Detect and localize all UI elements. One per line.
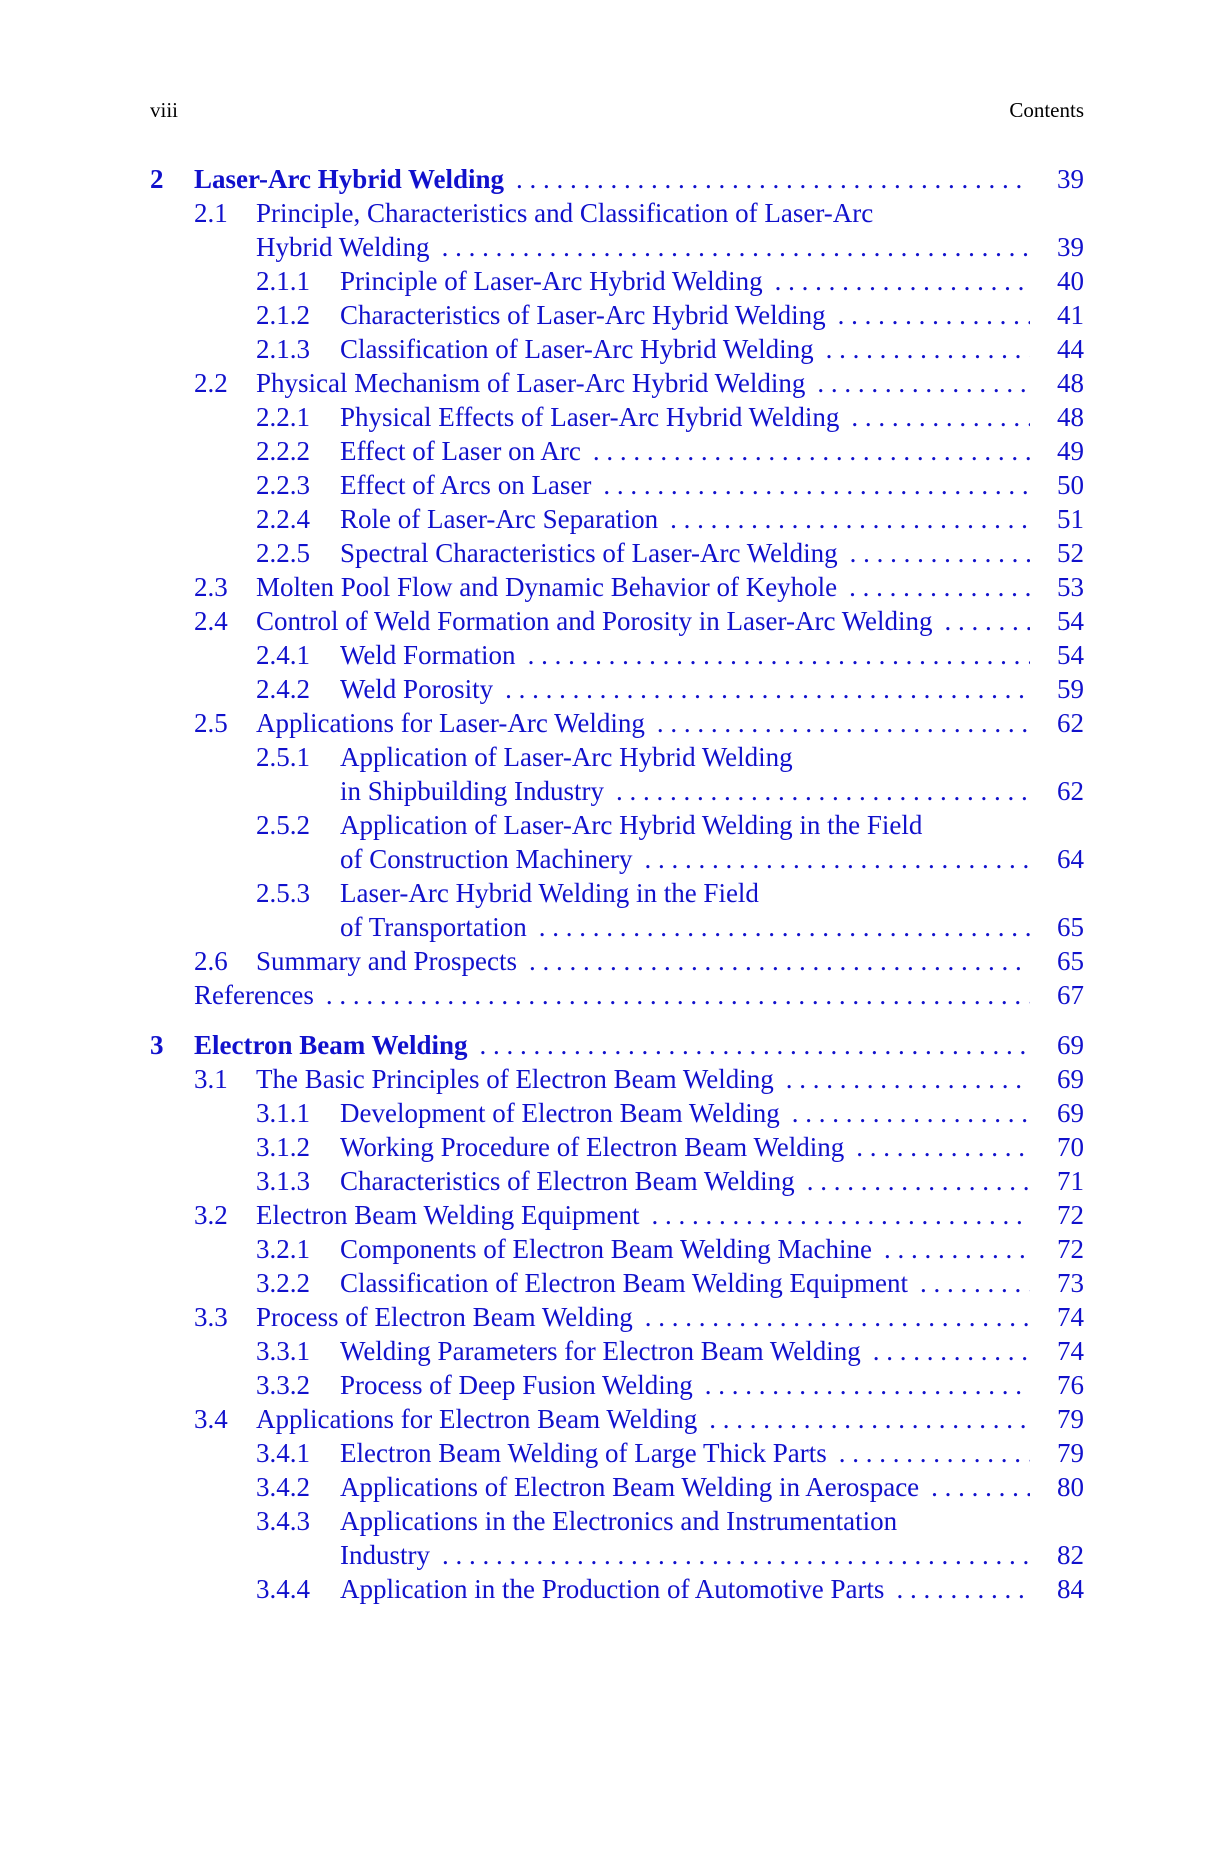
toc-section-entry[interactable] [150,570,1084,604]
toc-leader-dots [775,264,1030,298]
toc-entry-number: 2 [150,164,164,194]
toc-page-number: 74 [1057,1336,1084,1366]
toc-section-entry[interactable] [150,1300,1084,1334]
toc-entry-number: 2.3 [194,572,228,602]
toc-entry-title: Application of Laser-Arc Hybrid Welding [340,742,793,772]
toc-entry-number: 2.2.4 [256,504,310,534]
toc-leader-dots [657,706,1030,740]
toc-subsection-entry[interactable] [150,298,1084,332]
toc-section-entry[interactable] [150,1062,1084,1096]
toc-entry-number: 3.1.2 [256,1132,310,1162]
toc-page-number: 54 [1057,606,1084,636]
toc-page-number: 72 [1057,1200,1084,1230]
toc-page-number: 70 [1057,1132,1084,1162]
toc-leader-dots [651,1198,1030,1232]
toc-page-number: 65 [1057,912,1084,942]
toc-page-number: 62 [1057,708,1084,738]
toc-entry-number: 2.5 [194,708,228,738]
toc-entry-number: 3.4.1 [256,1438,310,1468]
toc-entry-number: 2.5.1 [256,742,310,772]
toc-entry-number: 2.2 [194,368,228,398]
toc-page-number: 73 [1057,1268,1084,1298]
toc-entry-number: 2.6 [194,946,228,976]
toc-entry-number: 2.5.2 [256,810,310,840]
toc-entry-title: of Construction Machinery [340,844,633,874]
running-header: Contents [1009,98,1084,122]
toc-leader-dots [705,1368,1030,1402]
toc-entry-title: The Basic Principles of Electron Beam Welding [256,1064,774,1094]
toc-entry-title: Physical Mechanism of Laser-Arc Hybrid Welding [256,368,806,398]
toc-entry-title: Weld Formation [340,640,516,670]
toc-leader-dots [851,400,1030,434]
toc-entry-number: 3.2.2 [256,1268,310,1298]
toc-subsection-entry[interactable] [150,876,1084,910]
toc-page-number: 69 [1057,1098,1084,1128]
toc-leader-dots [826,332,1030,366]
toc-entry-title: Applications in the Electronics and Instrumentation [340,1506,898,1536]
toc-section-entry[interactable] [150,366,1084,400]
toc-entry-title: Application of Laser-Arc Hybrid Welding in the Field [340,810,923,840]
toc-entry-title: Control of Weld Formation and Porosity in Laser-Arc Welding [256,606,933,636]
toc-entry-number: 2.4 [194,606,228,636]
toc-entry-title: Effect of Laser on Arc [340,436,581,466]
toc-page-number: 48 [1057,368,1084,398]
toc-subsection-entry[interactable] [150,740,1084,774]
toc-leader-dots [593,434,1030,468]
toc-section-entry[interactable] [150,978,1084,1012]
toc-entry-number: 3.3.1 [256,1336,310,1366]
toc-subsection-entry[interactable] [150,1436,1084,1470]
toc-leader-dots [838,298,1030,332]
toc-leader-dots [931,1470,1030,1504]
toc-subsection-entry[interactable] [150,468,1084,502]
toc-subsection-entry[interactable] [150,1334,1084,1368]
toc-page-number: 41 [1057,300,1084,330]
toc-page-number: 71 [1057,1166,1084,1196]
toc-entry-title: Weld Porosity [340,674,494,704]
toc-leader-dots [807,1164,1030,1198]
toc-entry-number: 2.1.3 [256,334,310,364]
toc-leader-dots [839,1436,1030,1470]
toc-page-number: 84 [1057,1574,1084,1604]
toc-leader-dots [849,570,1030,604]
toc-subsection-entry[interactable] [150,1470,1084,1504]
toc-leader-dots [817,366,1030,400]
toc-entry-title: References [194,980,314,1010]
toc-entry-number: 3.1.3 [256,1166,310,1196]
toc-entry-number: 3.2.1 [256,1234,310,1264]
toc-page-number: 67 [1057,980,1084,1010]
toc-entry-title: Effect of Arcs on Laser [340,470,592,500]
toc-page-number: 69 [1057,1030,1084,1060]
toc-subsection-entry[interactable] [150,400,1084,434]
toc-leader-dots [442,1538,1030,1572]
toc-entry-number: 3 [150,1030,164,1060]
toc-leader-dots [856,1130,1030,1164]
toc-leader-dots [616,774,1030,808]
toc-page-number: 65 [1057,946,1084,976]
toc-entry-title: Laser-Arc Hybrid Welding in the Field [340,878,759,908]
toc-entry-title: Components of Electron Beam Welding Machine [340,1234,872,1264]
toc-entry-number: 2.4.2 [256,674,310,704]
toc-page-number: 76 [1057,1370,1084,1400]
toc-entry-number: 3.1 [194,1064,228,1094]
toc-subsection-entry[interactable] [150,842,1084,876]
toc-leader-dots [480,1028,1030,1062]
toc-entry-title: Physical Effects of Laser-Arc Hybrid Welding [340,402,840,432]
toc-entry-title: Industry [340,1540,430,1570]
toc-chapter-entry[interactable] [150,1028,1084,1062]
toc-leader-dots [539,910,1030,944]
toc-leader-dots [505,672,1030,706]
toc-entry-number: 3.3 [194,1302,228,1332]
toc-subsection-entry[interactable] [150,638,1084,672]
toc-entry-title: Electron Beam Welding Equipment [256,1200,640,1230]
toc-page-number: 72 [1057,1234,1084,1264]
toc-leader-dots [603,468,1030,502]
toc-subsection-entry[interactable] [150,1232,1084,1266]
toc-section-entry[interactable] [150,196,1084,230]
toc-subsection-entry[interactable] [150,774,1084,808]
toc-subsection-entry[interactable] [150,434,1084,468]
toc-leader-dots [528,638,1030,672]
toc-entry-title: Electron Beam Welding of Large Thick Parts [340,1438,827,1468]
toc-subsection-entry[interactable] [150,1096,1084,1130]
toc-subsection-entry[interactable] [150,808,1084,842]
toc-section-entry[interactable] [150,944,1084,978]
toc-entry-title: Characteristics of Electron Beam Welding [340,1166,795,1196]
toc-entry-title: Development of Electron Beam Welding [340,1098,780,1128]
toc-entry-title: Classification of Laser-Arc Hybrid Welding [340,334,814,364]
toc-entry-title: Working Procedure of Electron Beam Welding [340,1132,845,1162]
toc-entry-title: Molten Pool Flow and Dynamic Behavior of Keyhole [256,572,838,602]
toc-entry-title: Role of Laser-Arc Separation [340,504,659,534]
toc-leader-dots [873,1334,1030,1368]
toc-leader-dots [945,604,1030,638]
toc-leader-dots [670,502,1030,536]
toc-entry-title: Principle, Characteristics and Classification of Laser-Arc [256,198,874,228]
toc-leader-dots [786,1062,1030,1096]
toc-entry-title: Applications for Electron Beam Welding [256,1404,698,1434]
toc-entry-number: 2.2.1 [256,402,310,432]
toc-leader-dots [884,1232,1030,1266]
toc-chapter-entry[interactable] [150,162,1084,196]
toc-entry-number: 2.2.3 [256,470,310,500]
toc-page-number: 52 [1057,538,1084,568]
toc-page-number: 54 [1057,640,1084,670]
toc-page-number: 82 [1057,1540,1084,1570]
toc-subsection-entry[interactable] [150,1266,1084,1300]
toc-subsection-entry[interactable] [150,1504,1084,1538]
toc-page-number: 62 [1057,776,1084,806]
toc-subsection-entry[interactable] [150,332,1084,366]
toc-page-number: 50 [1057,470,1084,500]
toc-leader-dots [645,1300,1030,1334]
toc-entry-title: Process of Electron Beam Welding [256,1302,633,1332]
toc-entry-number: 3.4.2 [256,1472,310,1502]
toc-entry-number: 3.4 [194,1404,228,1434]
toc-entry-title: Hybrid Welding [256,232,430,262]
toc-page-number: 79 [1057,1438,1084,1468]
toc-page-number: 74 [1057,1302,1084,1332]
toc-leader-dots [516,162,1030,196]
toc-subsection-entry[interactable] [150,672,1084,706]
toc-entry-title: Electron Beam Welding [194,1030,468,1060]
toc-leader-dots [326,978,1030,1012]
page-number-roman: viii [150,98,179,122]
toc-entry-title: Process of Deep Fusion Welding [340,1370,693,1400]
toc-page-number: 40 [1057,266,1084,296]
toc-entry-title: Laser-Arc Hybrid Welding [194,164,505,194]
toc-entry-title: Principle of Laser-Arc Hybrid Welding [340,266,763,296]
toc-entry-title: Welding Parameters for Electron Beam Welding [340,1336,861,1366]
toc-entry-number: 2.4.1 [256,640,310,670]
toc-entry-number: 3.4.4 [256,1574,310,1604]
toc-entry-number: 2.1 [194,198,228,228]
toc-entry-number: 3.4.3 [256,1506,310,1536]
toc-page-number: 59 [1057,674,1084,704]
toc-entry-title: Characteristics of Laser-Arc Hybrid Welding [340,300,826,330]
toc-page-number: 48 [1057,402,1084,432]
toc-entry-number: 3.3.2 [256,1370,310,1400]
toc-page-number: 51 [1057,504,1084,534]
toc-section-entry[interactable] [150,1402,1084,1436]
toc-section-entry[interactable] [150,706,1084,740]
toc-leader-dots [529,944,1030,978]
toc-subsection-entry[interactable] [150,536,1084,570]
toc-entry-title: Application in the Production of Automotive Parts [340,1574,885,1604]
toc-entry-title: in Shipbuilding Industry [340,776,605,806]
toc-leader-dots [920,1266,1030,1300]
toc-page-number: 44 [1057,334,1084,364]
toc-page-number: 80 [1057,1472,1084,1502]
toc-entry-title: Spectral Characteristics of Laser-Arc Welding [340,538,838,568]
toc-page-number: 39 [1057,232,1084,262]
toc-subsection-entry[interactable] [150,910,1084,944]
toc-leader-dots [644,842,1030,876]
toc-entry-title: Applications for Laser-Arc Welding [256,708,645,738]
toc-leader-dots [896,1572,1030,1606]
toc-subsection-entry[interactable] [150,1130,1084,1164]
toc-section-entry[interactable] [150,1198,1084,1232]
toc-subsection-entry[interactable] [150,1164,1084,1198]
toc-subsection-entry[interactable] [150,264,1084,298]
toc-page-number: 39 [1057,164,1084,194]
toc-page-number: 79 [1057,1404,1084,1434]
toc-leader-dots [850,536,1030,570]
toc-entry-title: Summary and Prospects [256,946,517,976]
toc-section-entry[interactable] [150,230,1084,264]
toc-entry-number: 2.5.3 [256,878,310,908]
toc-entry-number: 2.1.2 [256,300,310,330]
toc-entry-number: 2.1.1 [256,266,310,296]
table-of-contents [150,162,1084,1606]
toc-page-number: 69 [1057,1064,1084,1094]
toc-entry-title: Applications of Electron Beam Welding in Aerospace [340,1472,920,1502]
toc-subsection-entry[interactable] [150,1538,1084,1572]
toc-section-entry[interactable] [150,604,1084,638]
toc-leader-dots [442,230,1030,264]
toc-page-number: 64 [1057,844,1084,874]
toc-subsection-entry[interactable] [150,502,1084,536]
toc-entry-number: 3.2 [194,1200,228,1230]
toc-entry-title: of Transportation [340,912,527,942]
toc-page-number: 49 [1057,436,1084,466]
toc-page-number: 53 [1057,572,1084,602]
toc-subsection-entry[interactable] [150,1368,1084,1402]
toc-leader-dots [792,1096,1030,1130]
toc-leader-dots [709,1402,1030,1436]
toc-subsection-entry[interactable] [150,1572,1084,1606]
toc-entry-number: 3.1.1 [256,1098,310,1128]
toc-entry-number: 2.2.2 [256,436,310,466]
toc-entry-number: 2.2.5 [256,538,310,568]
toc-entry-title: Classification of Electron Beam Welding Equipment [340,1268,908,1298]
